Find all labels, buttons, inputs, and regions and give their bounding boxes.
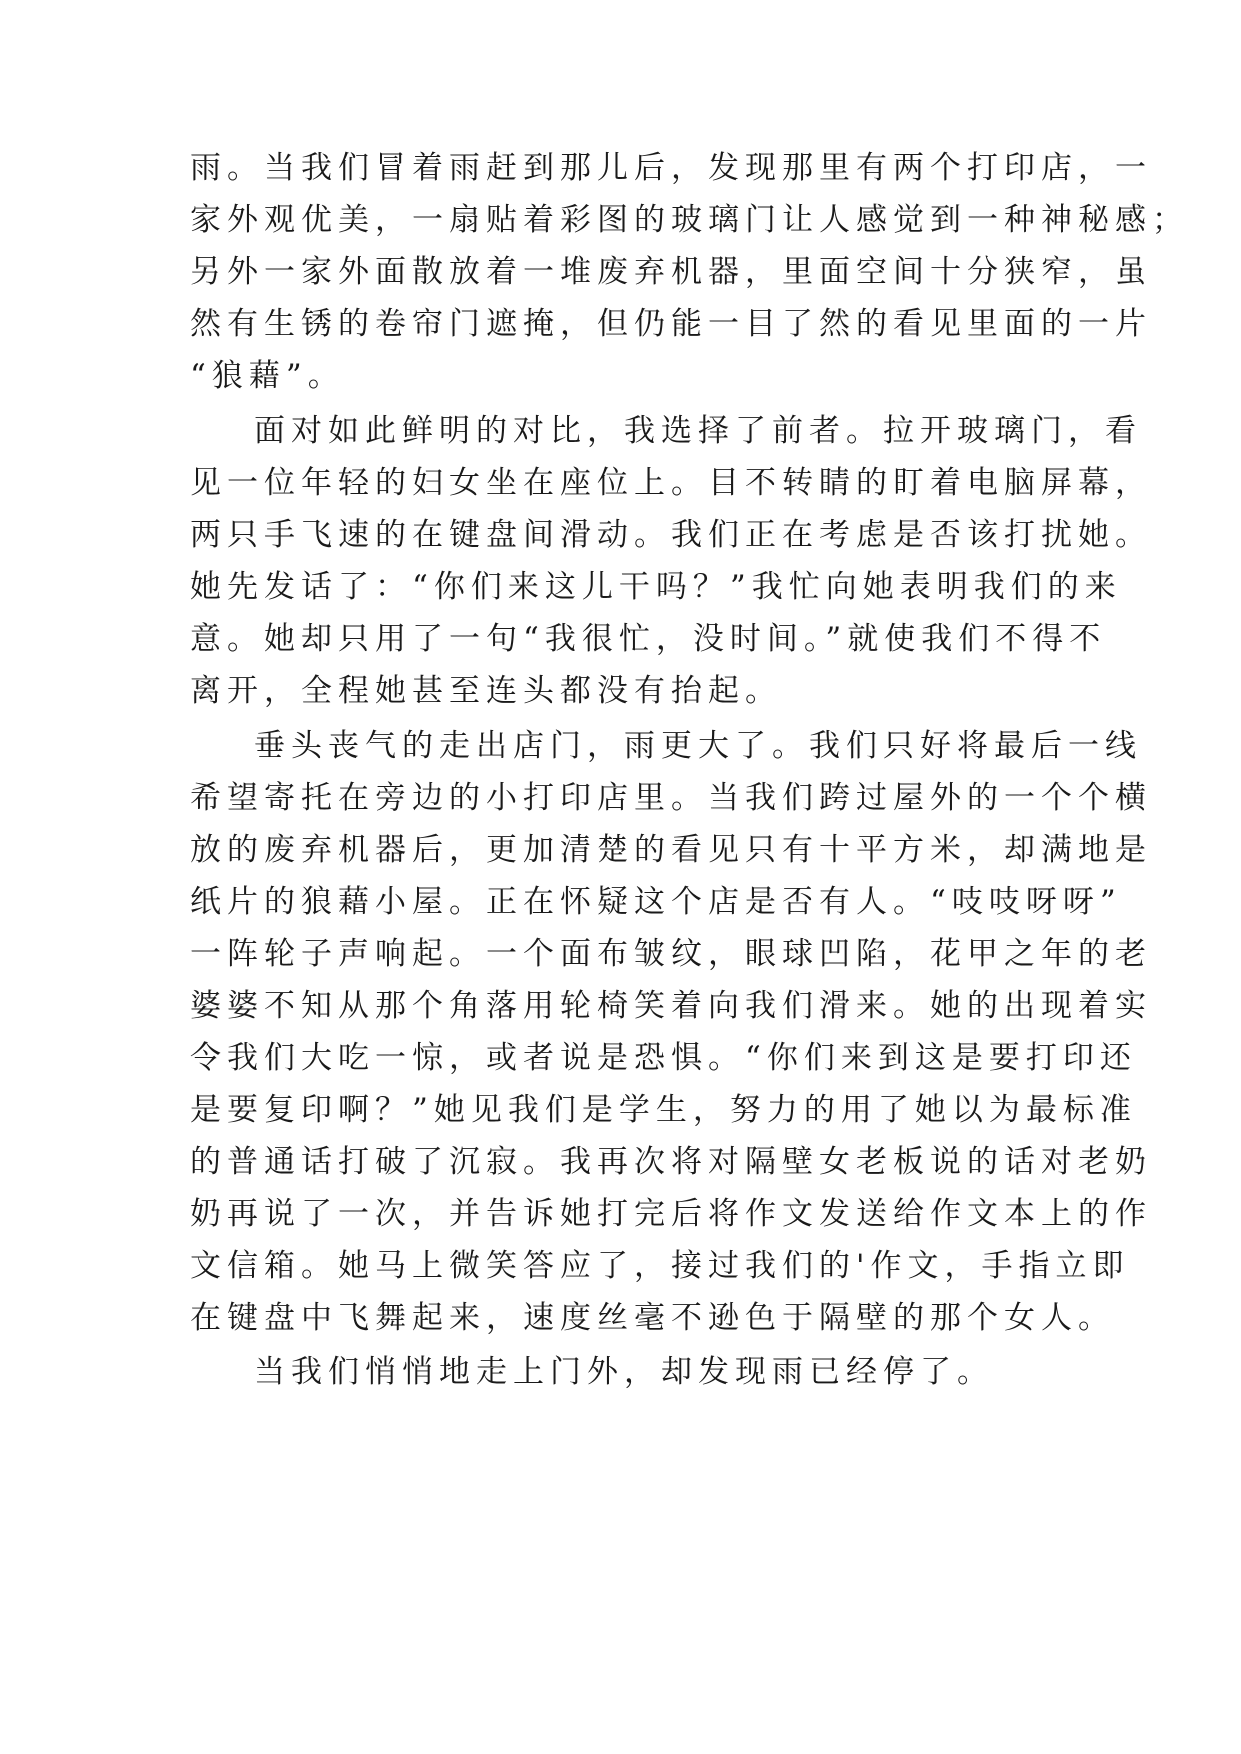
paragraph-line: 放的废弃机器后，更加清楚的看见只有十平方米，却满地是 bbox=[190, 832, 1152, 868]
paragraph-line: 当我们悄悄地走上门外，却发现雨已经停了。 bbox=[254, 1354, 994, 1390]
paragraph-line: 是要复印啊？”她见我们是学生，努力的用了她以为最标准 bbox=[190, 1092, 1137, 1128]
paragraph-line: 家外观优美，一扇贴着彩图的玻璃门让人感觉到一种神秘感； bbox=[190, 202, 1189, 238]
paragraph-line: 的普通话打破了沉寂。我再次将对隔壁女老板说的话对老奶 bbox=[190, 1144, 1152, 1180]
paragraph-line: 纸片的狼藉小屋。正在怀疑这个店是否有人。“吱吱呀呀” bbox=[190, 884, 1122, 920]
paragraph-line: 离开，全程她甚至连头都没有抬起。 bbox=[190, 673, 782, 709]
paragraph-line: 两只手飞速的在键盘间滑动。我们正在考虑是否该打扰她。 bbox=[190, 517, 1152, 553]
paragraph-line: 意。她却只用了一句“我很忙，没时间。”就使我们不得不 bbox=[190, 621, 1107, 657]
paragraph-line: 她先发话了：“你们来这儿干吗？”我忙向她表明我们的来 bbox=[190, 569, 1122, 605]
paragraph-line: 婆婆不知从那个角落用轮椅笑着向我们滑来。她的出现着实 bbox=[190, 988, 1152, 1024]
paragraph-line: 见一位年轻的妇女坐在座位上。目不转睛的盯着电脑屏幕， bbox=[190, 465, 1152, 501]
paragraph-line: 垂头丧气的走出店门，雨更大了。我们只好将最后一线 bbox=[254, 728, 1142, 764]
paragraph-line: 令我们大吃一惊，或者说是恐惧。“你们来到这是要打印还 bbox=[190, 1040, 1137, 1076]
paragraph-line: 文信箱。她马上微笑答应了，接过我们的'作文，手指立即 bbox=[190, 1248, 1130, 1284]
paragraph-line: 面对如此鲜明的对比，我选择了前者。拉开玻璃门，看 bbox=[254, 413, 1142, 449]
paragraph-line: 雨。当我们冒着雨赶到那儿后，发现那里有两个打印店，一 bbox=[190, 150, 1152, 186]
paragraph-line: 然有生锈的卷帘门遮掩，但仍能一目了然的看见里面的一片 bbox=[190, 306, 1152, 342]
paragraph-line: 一阵轮子声响起。一个面布皱纹，眼球凹陷，花甲之年的老 bbox=[190, 936, 1152, 972]
paragraph-line: 奶再说了一次，并告诉她打完后将作文发送给作文本上的作 bbox=[190, 1196, 1152, 1232]
paragraph-line: “狼藉”。 bbox=[190, 358, 345, 394]
paragraph-line: 另外一家外面散放着一堆废弃机器，里面空间十分狭窄，虽 bbox=[190, 254, 1152, 290]
paragraph-line: 希望寄托在旁边的小打印店里。当我们跨过屋外的一个个横 bbox=[190, 780, 1152, 816]
paragraph-line: 在键盘中飞舞起来，速度丝毫不逊色于隔壁的那个女人。 bbox=[190, 1300, 1115, 1336]
